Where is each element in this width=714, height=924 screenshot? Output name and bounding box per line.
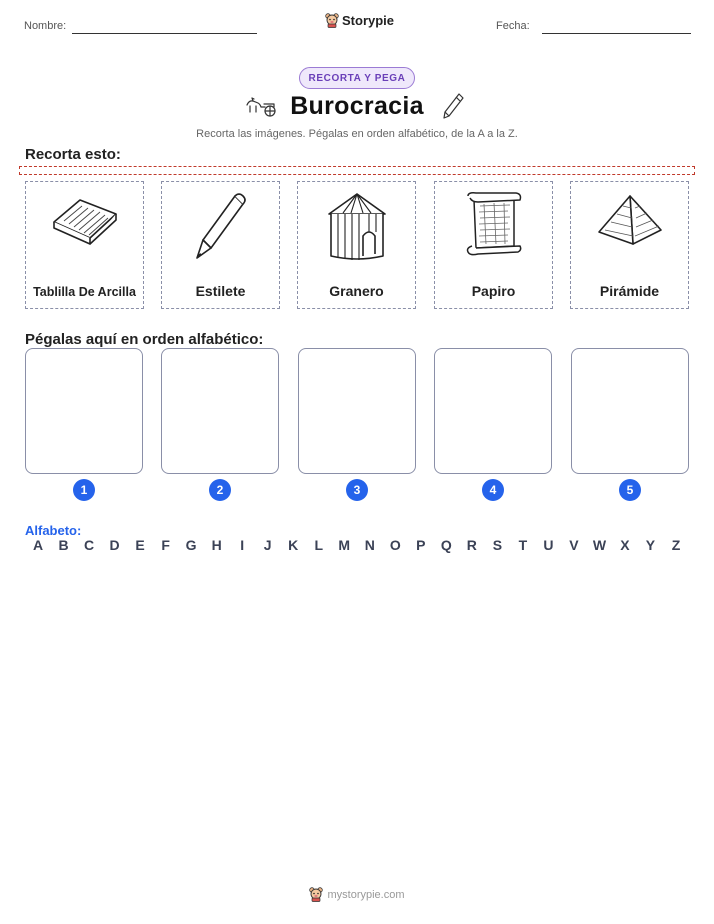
paste-box-3[interactable] bbox=[298, 348, 416, 474]
bear-logo-icon bbox=[309, 887, 323, 902]
cut-card-3[interactable] bbox=[297, 181, 416, 309]
papyrus-scroll-icon bbox=[464, 192, 524, 256]
paste-box-5[interactable] bbox=[571, 348, 689, 474]
card-label: Estilete bbox=[195, 283, 246, 299]
alphabet-letter: W bbox=[592, 537, 607, 553]
cut-heading: Recorta esto: bbox=[25, 146, 121, 163]
alphabet-letter: Z bbox=[671, 537, 681, 553]
alphabet-letter: L bbox=[314, 537, 323, 553]
name-line[interactable] bbox=[72, 33, 257, 34]
activity-badge: RECORTA Y PEGA bbox=[299, 67, 415, 89]
bear-logo-icon bbox=[325, 13, 339, 28]
granary-icon bbox=[325, 192, 389, 262]
page-title: Burocracia bbox=[290, 92, 424, 120]
date-label: Fecha: bbox=[496, 20, 530, 32]
name-label: Nombre: bbox=[24, 20, 67, 32]
alphabet-letter: M bbox=[338, 537, 351, 553]
paste-number-4: 4 bbox=[482, 479, 504, 501]
alphabet-letter: P bbox=[416, 537, 426, 553]
alphabet-letter: Q bbox=[440, 537, 452, 553]
footer-site[interactable]: mystorypie.com bbox=[327, 888, 405, 901]
paste-box-4[interactable] bbox=[434, 348, 552, 474]
alphabet-letter: K bbox=[288, 537, 299, 553]
pyramid-icon bbox=[595, 192, 665, 252]
paste-number-5: 5 bbox=[619, 479, 641, 501]
paste-box-2[interactable] bbox=[161, 348, 279, 474]
alphabet-letter: N bbox=[364, 537, 375, 553]
paste-heading: Pégalas aquí en orden alfabético: bbox=[25, 331, 264, 348]
cut-card-1[interactable] bbox=[25, 181, 144, 309]
alphabet-letter: O bbox=[389, 537, 401, 553]
alphabet-heading: Alfabeto: bbox=[25, 523, 82, 538]
date-line[interactable] bbox=[542, 33, 691, 34]
alphabet-letter: X bbox=[620, 537, 630, 553]
paste-number-3: 3 bbox=[346, 479, 368, 501]
alphabet-letter: C bbox=[83, 537, 95, 553]
cut-card-2[interactable] bbox=[161, 181, 280, 309]
clay-tablet-icon bbox=[50, 192, 120, 248]
brand-name: Storypie bbox=[342, 13, 395, 28]
paste-number-1: 1 bbox=[73, 479, 95, 501]
alphabet-letter: B bbox=[58, 537, 69, 553]
alphabet-letter: Y bbox=[645, 537, 656, 553]
footer bbox=[0, 887, 714, 902]
storypie-logo bbox=[325, 13, 394, 28]
card-label: Granero bbox=[329, 283, 384, 299]
alphabet-letter: J bbox=[263, 537, 272, 553]
alphabet-letter: D bbox=[109, 537, 120, 553]
cut-card-5[interactable] bbox=[570, 181, 689, 309]
alphabet-letter: I bbox=[240, 537, 245, 553]
cut-line bbox=[19, 166, 695, 175]
paste-number-2: 2 bbox=[209, 479, 231, 501]
card-label: Pirámide bbox=[599, 283, 660, 299]
paste-box-1[interactable] bbox=[25, 348, 143, 474]
alphabet-letter: A bbox=[32, 537, 44, 553]
alphabet-letter: H bbox=[211, 537, 222, 553]
alphabet-letter: G bbox=[185, 537, 197, 553]
alphabet-letter: U bbox=[543, 537, 554, 553]
alphabet-row bbox=[25, 537, 690, 555]
instructions: Recorta las imágenes. Pégalas en orden alfabético, de la A a la Z. bbox=[196, 128, 518, 140]
alphabet-letter: R bbox=[466, 537, 477, 553]
stylus-icon bbox=[191, 192, 251, 262]
card-label: Tablilla De Arcilla bbox=[33, 285, 136, 299]
pencil-icon bbox=[441, 92, 465, 120]
alphabet-letter: V bbox=[569, 537, 579, 553]
alphabet-letter: S bbox=[492, 537, 503, 553]
cut-card-4[interactable] bbox=[434, 181, 553, 309]
card-label: Papiro bbox=[471, 283, 516, 299]
alphabet-letter: F bbox=[161, 537, 170, 553]
alphabet-letter: E bbox=[135, 537, 145, 553]
alphabet-letter: T bbox=[518, 537, 528, 553]
